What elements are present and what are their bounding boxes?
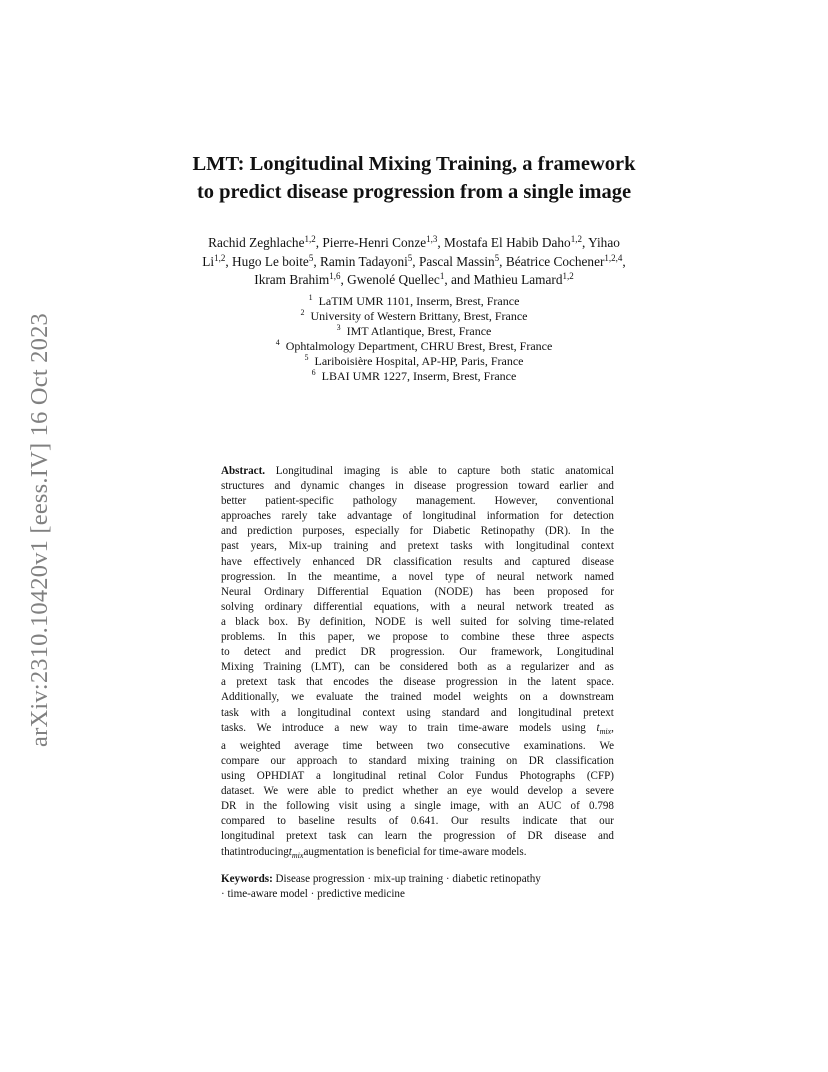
abstract-line: problems. In this paper, we propose to combine these three aspects — [221, 631, 614, 644]
abstract-line: have effectively enhanced DR classification results and captured disease — [221, 555, 614, 568]
author-line-2: Li$^{1,2}$, Hugo Le boite$^5$, Ramin Tadayoni$^5$, Pascal Massin$^5$, Béatrice Cochener$^{1,2,4}$, — [202, 252, 626, 269]
affiliation-item: $^4$ Ophtalmology Department, CHRU Brest, Brest, France — [275, 338, 553, 353]
abstract-line: structures and dynamic changes in disease progression toward earlier and — [221, 480, 614, 493]
abstract-line: a weighted average time between two consecutive examinations. We — [221, 739, 614, 752]
abstract-line: using OPHDIAT a longitudinal retinal Color Fundus Photographs (CFP) — [221, 770, 614, 783]
abstract-line: better patient-specific pathology management. However, conventional — [221, 495, 614, 508]
affiliation-item: $^5$ Lariboisière Hospital, AP-HP, Paris, France — [304, 353, 524, 368]
paper-title — [0, 150, 828, 206]
abstract-line: Mixing Training (LMT), can be considered both as a regularizer and as — [221, 661, 614, 674]
abstract-line: to detect and predict DR progression. Our framework, Longitudinal — [221, 646, 614, 659]
author-line-3: Ikram Brahim$^{1,6}$, Gwenolé Quellec$^1$, and Mathieu Lamard$^{1,2}$ — [254, 271, 574, 287]
author-list — [0, 234, 828, 290]
abstract-line: progression. In the meantime, a novel type of neural network named — [221, 570, 614, 583]
keywords-label: Keywords: — [221, 873, 273, 885]
abstract-line: and prediction purposes, especially for Diabetic Retinopathy (DR). In the — [221, 525, 614, 538]
abstract-line: a pretext task that encodes the disease progression in the latent space. — [221, 676, 614, 689]
abstract-line: Neural Ordinary Differential Equation (NODE) has been proposed for — [221, 585, 614, 598]
keywords — [221, 872, 614, 902]
abstract-line: compared to baseline results of 0.641. Our results indicate that our — [221, 815, 614, 828]
tmix-symbol: $t_{mix}$ — [596, 721, 612, 736]
abstract-line: solving ordinary differential equations, with a neural network treated as — [221, 600, 614, 613]
abstract-line: compare our approach to standard mixing training on DR classification — [221, 755, 614, 767]
author-line-1: Rachid Zeghlache$^{1,2}$, Pierre-Henri Conze$^{1,3}$, Mostafa El Habib Daho$^{1,2}$, Yihao — [208, 234, 620, 250]
abstract-line: a black box. By definition, NODE is well suited for solving time-related — [221, 615, 614, 628]
abstract-line: Additionally, we evaluate the trained model weights on a downstream — [221, 691, 614, 704]
abstract-line: longitudinal pretext task can learn the progression of DR disease and — [221, 830, 614, 843]
affiliation-item: $^3$ IMT Atlantique, Brest, France — [336, 323, 492, 338]
abstract-line: DR in the following visit using a single image, with an AUC of 0.798 — [221, 800, 614, 813]
arxiv-identifier: arXiv:2310.10420v1 [eess.IV] 16 Oct 2023 — [26, 313, 53, 747]
abstract-line: tasks. We introduce a new way to train time-aware models using $t_{mix}$, — [221, 721, 614, 736]
affiliation-item: $^1$ LaTIM UMR 1101, Inserm, Brest, France — [308, 293, 520, 308]
affiliation-list — [0, 294, 828, 384]
abstract-line: past years, Mix-up training and pretext tasks with longitudinal context — [221, 540, 614, 553]
abstract-label: Abstract. — [221, 465, 266, 477]
keywords-line-2: · time-aware model · predictive medicine — [221, 888, 405, 901]
title-line-1: LMT: Longitudinal Mixing Training, a framework — [192, 153, 636, 175]
abstract-line: approaches rarely take advantage of longitudinal information for detection — [221, 510, 614, 523]
abstract-line: Abstract. Longitudinal imaging is able to capture both static anatomical — [221, 464, 614, 479]
keywords-line-1: Keywords: Disease progression · mix-up training · diabetic retinopathy — [221, 873, 541, 885]
affiliation-item: $^2$ University of Western Brittany, Brest, France — [300, 308, 528, 323]
tmix-symbol: $t_{mix}$ — [288, 845, 304, 860]
abstract-line: that introducing $t_{mix}$ augmentation is beneficial for time-aware models. — [221, 845, 614, 863]
title-line-2: to predict disease progression from a single image — [196, 181, 632, 203]
abstract-line: task with a longitudinal context using standard and longitudinal pretext — [221, 706, 614, 719]
abstract-line: dataset. We were able to predict whether an eye would develop a severe — [221, 785, 614, 798]
affiliation-item: $^6$ LBAI UMR 1227, Inserm, Brest, France — [311, 368, 517, 383]
abstract — [221, 464, 614, 863]
